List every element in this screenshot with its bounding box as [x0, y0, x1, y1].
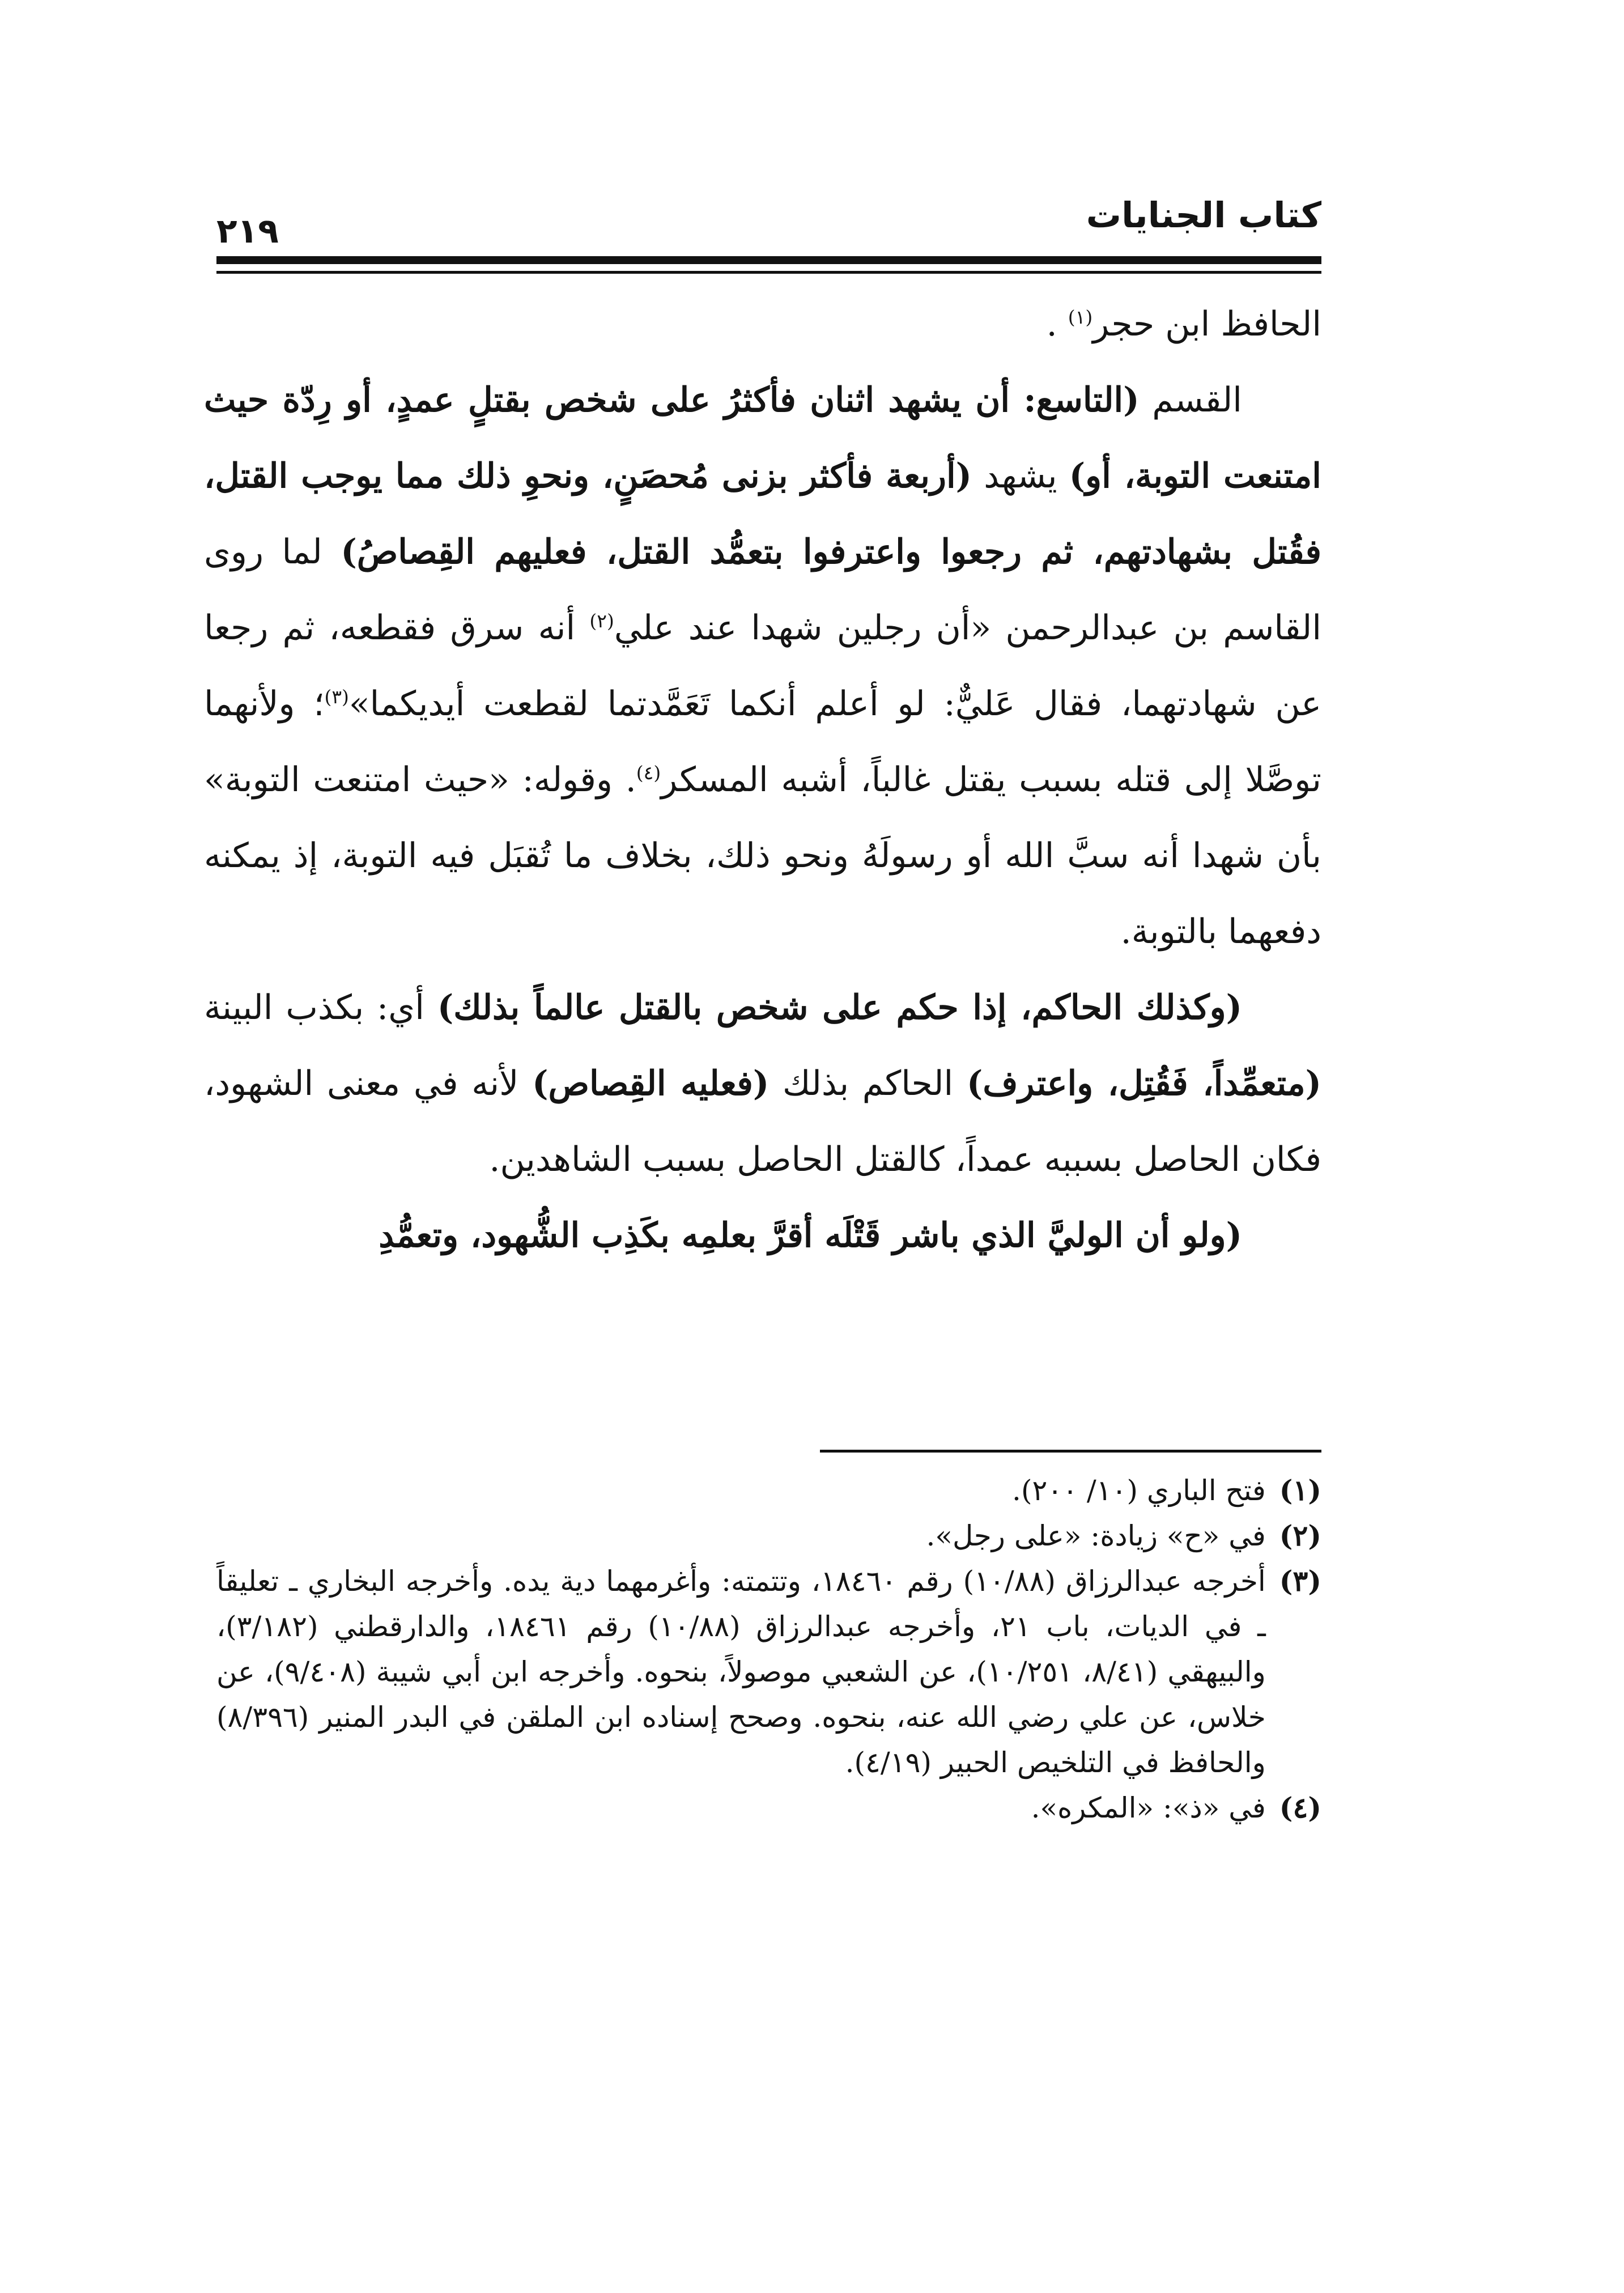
footnote-4 — [216, 1785, 1321, 1831]
header-rule-thick — [216, 256, 1321, 264]
matn-text: (التاسع: أن يشهد اثنان فأكثرُ على شخص بقتلٍ عمدٍ، أو رِدّة حيث امتنعت التوبة، أو) — [204, 380, 1321, 496]
matn-text: (وكذلك الحاكم، إذا حكم على شخص بالقتل عالماً بذلك) — [437, 988, 1242, 1027]
page-number: ٢١٩ — [216, 211, 279, 251]
footnote-text: أخرجه عبدالرزاق (١٠/٨٨) رقم ١٨٤٦٠، وتتمته: وأغرمهما دية يده. وأخرجه البخاري ـ تعليقاً ـ في الديات، باب ٢١، وأخرجه عبدالرزاق (١٠/٨٨) رقم ١٨٤٦١، والدارقطني (٣/١٨٢)، والبيهقي (٨/٤١، ١٠/٢٥١)، عن الشعبي موصولاً، بنحوه. وأخرجه ابن أبي شيبة (٩/٤٠٨)، عن خلاس، عن علي رضي الله عنه، بنحوه. وصحح إسناده ابن الملقن في البدر المنير (٨/٣٩٦) والحافظ في التلخيص الحبير (٤/١٩). — [216, 1565, 1266, 1779]
footnote-text: في «ح» زيادة: «على رجل». — [926, 1519, 1266, 1552]
footnote-text: فتح الباري (١٠/ ٢٠٠). — [1012, 1474, 1266, 1507]
footnote-ref-3: (٣) — [324, 686, 349, 708]
footnote-number: (٣) — [1279, 1564, 1321, 1598]
running-title: كتاب الجنايات — [1086, 194, 1321, 236]
footnote-2 — [216, 1513, 1321, 1559]
footnote-ref-2: (٢) — [589, 610, 614, 632]
footnote-ref-1: (١) — [1068, 306, 1093, 328]
footnote-number: (١) — [1279, 1474, 1321, 1507]
header-rule-thin — [216, 271, 1321, 274]
main-text — [204, 286, 1321, 1273]
matn-text: (متعمِّداً، فَقُتِل، واعترف) — [966, 1064, 1321, 1103]
running-header — [216, 187, 1321, 261]
footnotes — [216, 1468, 1321, 1831]
footnote-number: (٢) — [1279, 1519, 1321, 1552]
paragraph-guardian — [204, 1198, 1321, 1273]
paragraph-ninth-section: القسم (التاسع: أن يشهد اثنان فأكثرُ على شخص بقتلٍ عمدٍ، أو رِدّة حيث امتنعت التوبة، أو) يشهد (أربعة فأكثر بزنى مُحصَنٍ، ونحوِ ذلك مما يوجب القتل، فقُتل بشهادتهم، ثم رجعوا واعترفوا بتعمُّد القتل، فعليهم القِصاصُ) لما روى القاسم بن عبدالرحمن «أن رجلين شهدا عند علي$^{(٢)}$ أنه سرق فقطعه، ثم رجعا عن شهادتهما، فقال عَليٌّ: لو أعلم أنكما تَعَمَّدتما لقطعت أيديكما»$^{(٣)}$؛ ولأنهما توصَّلا إلى قتله بسبب يقتل غالباً، أشبه المسكر$^{(٤)}$. وقوله: «حيث امتنعت التوبة» بأن شهدا أنه سبَّ الله أو رسولَهُ ونحو ذلك، بخلاف ما تُقبَل فيه التوبة، إذ يمكنه دفعهما بالتوبة. — [204, 380, 1322, 952]
footnote-1 — [216, 1468, 1321, 1513]
matn-text: (أربعة فأكثر بزنى مُحصَنٍ، ونحوِ ذلك مما يوجب القتل، فقُتل بشهادتهم، ثم رجعوا واعترفوا بتعمُّد القتل، فعليهم القِصاصُ) — [204, 456, 1322, 572]
paragraph-continuation: الحافظ ابن حجر$^{(١)}$ . — [1046, 304, 1321, 344]
footnote-separator — [820, 1450, 1321, 1453]
footnote-3 — [216, 1559, 1321, 1785]
footnote-text: في «ذ»: «المكره». — [1031, 1791, 1266, 1824]
matn-text: (فعليه القِصاص) — [532, 1064, 770, 1103]
matn-text: (ولو أن الوليَّ الذي باشر قَتْلَه أقرَّ بعلمِه بكَذِب الشُّهود، وتعمُّدِ — [379, 1216, 1242, 1255]
footnote-number: (٤) — [1279, 1791, 1321, 1824]
paragraph-judge: (وكذلك الحاكم، إذا حكم على شخص بالقتل عالماً بذلك) أي: بكذب البينة (متعمِّداً، فَقُتِل، واعترف) الحاكم بذلك (فعليه القِصاص) لأنه في معنى الشهود، فكان الحاصل بسببه عمداً، كالقتل الحاصل بسبب الشاهدين. — [204, 988, 1321, 1179]
footnote-ref-4: (٤) — [636, 762, 661, 784]
